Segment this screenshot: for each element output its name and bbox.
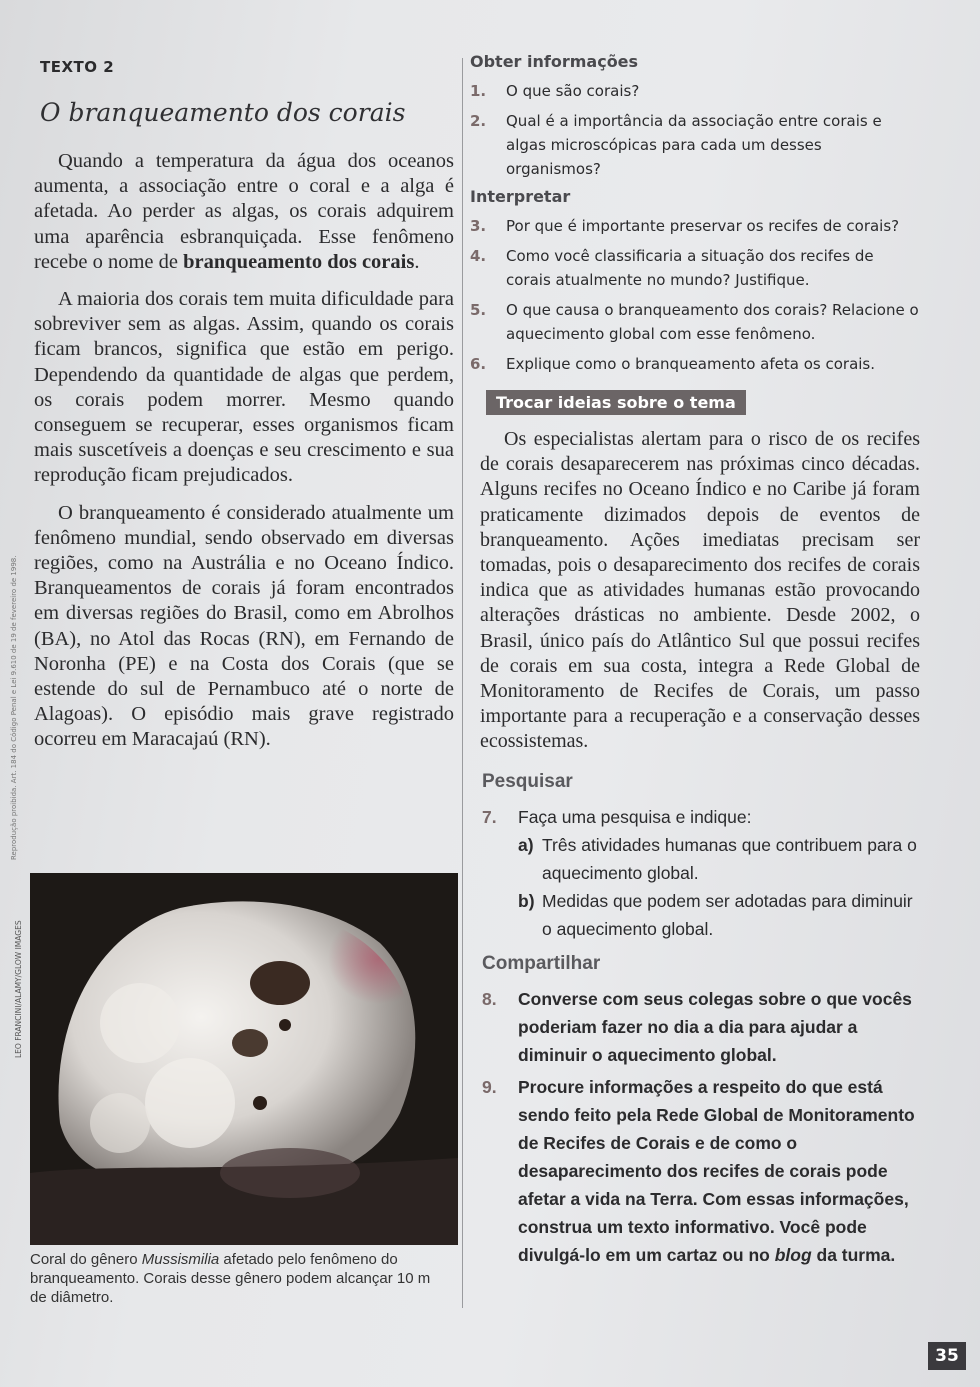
paragraph-1: Quando a temperatura da água dos oceanos aumenta, a associação entre o coral e a alga é afetada. Ao perder as algas, os corais adquirem uma aparência esbranquiçada. Esse fenômeno recebe o nome de branqueamento dos corais. <box>34 150 454 273</box>
question-8: 8. Converse com seus colegas sobre o que vocês poderiam fazer no dia a dia para ajudar a diminuir o aquecimento global. <box>482 988 912 1065</box>
section-compartilhar: Compartilhar <box>482 952 601 974</box>
trocar-ideias-text: Os especialistas alertam para o risco de os recifes de corais desaparecerem nas próximas cinco décadas. Alguns recifes no Oceano Índico e no Caribe já foram praticamente dizimados depois de eventos de branqueamento. Ações imediatas precisam ser tomadas, pois o desaparecimento dos recifes de corais indica que as atividades humanas estão provocando alterações drásticas no ambiente. Desde 2002, o Brasil, único país do Atlântico Sul que possui recifes de corais em sua costa, integra a Rede Global de Monitoramento de Recifes de Corais, um passo importante para a recuperação e a conservação desses ecossistemas. <box>480 428 920 753</box>
question-7: 7. Faça uma pesquisa e indique: a) Três atividades humanas que contribuem para o aquecimento global. b) Medidas que podem ser adotadas para diminuir o aquecimento global. <box>482 803 920 943</box>
section-interpretar: Interpretar <box>470 187 571 206</box>
question-2: 2. Qual é a importância da associação entre corais e algas microscópicas para cada um desses organismos? <box>470 112 882 178</box>
photo-credit: LEO FRANCINI/ALAMY/GLOW IMAGES <box>14 920 23 1058</box>
paragraph-2: A maioria dos corais tem muita dificuldade para sobreviver sem as algas. Assim, quando os corais ficam brancos, significa que estão em perigo. Dependendo da quantidade de algas que perdem, os corais podem morrer. Mesmo quando conseguem se recuperar, esses organismos ficam mais suscetíveis a doenças e seu crescimento e sua reprodução ficam prejudicados. <box>34 288 454 487</box>
texto-label: TEXTO 2 <box>40 58 115 76</box>
genus-name: Mussismilia <box>141 1251 220 1268</box>
section-pesquisar: Pesquisar <box>482 770 573 792</box>
key-term: branqueamento dos corais <box>183 250 415 273</box>
question-1: 1. O que são corais? <box>470 82 640 100</box>
photo-caption: Coral do gênero Mussismilia afetado pelo fenômeno do branqueamento. Corais desse gênero podem alcançar 10 m de diâmetro. <box>30 1251 431 1306</box>
section-obter: Obter informações <box>470 52 639 71</box>
article-title: O branqueamento dos corais <box>40 98 406 127</box>
column-divider <box>462 58 463 1308</box>
page-number: 35 <box>928 1342 966 1370</box>
paragraph-3: O branqueamento é considerado atualmente um fenômeno mundial, sendo observado em diversas regiões, como na Austrália e no Oceano Índico. Branqueamentos de corais já foram encontrados em diversas regiões do Brasil, como em Abrolhos (BA), no Atol das Rocas (RN), em Fernando de Noronha (PE) e na Costa dos Corais (que se estende do sul de Pernambuco até o norte de Alagoas). O episódio mais grave registrado ocorreu em Maracajaú (RN). <box>34 501 454 751</box>
question-7a: a) Três atividades humanas que contribuem para o aquecimento global. <box>518 834 917 883</box>
question-5: 5. O que causa o branqueamento dos corais? Relacione o aquecimento global com esse fenômeno. <box>470 301 919 343</box>
article-body <box>34 149 454 753</box>
question-3: 3. Por que é importante preservar os recifes de corais? <box>470 217 900 235</box>
trocar-ideias-tag: Trocar ideias sobre o tema <box>486 390 746 415</box>
question-9: 9. Procure informações a respeito do que está sendo feito pela Rede Global de Monitoramento de Recifes de Corais e de como o desaparecimento dos recifes de corais pode afetar a vida na Terra. Com essas informações, construa um texto informativo. Você pode divulgá-lo em um cartaz ou no blog da turma. <box>482 1076 915 1265</box>
coral-photo <box>30 873 458 1245</box>
legal-notice: Reprodução proibida. Art. 184 do Código Penal e Lei 9.610 de 19 de fevereiro de 1998. <box>10 555 18 860</box>
question-7b: b) Medidas que podem ser adotadas para diminuir o aquecimento global. <box>518 890 913 939</box>
bleached-coral-image <box>30 873 458 1245</box>
left-column <box>34 52 454 765</box>
question-6: 6. Explique como o branqueamento afeta os corais. <box>470 355 876 373</box>
right-column <box>470 52 920 1273</box>
question-4: 4. Como você classificaria a situação dos recifes de corais atualmente no mundo? Justifique. <box>470 247 874 289</box>
blog-word: blog <box>774 1244 812 1265</box>
